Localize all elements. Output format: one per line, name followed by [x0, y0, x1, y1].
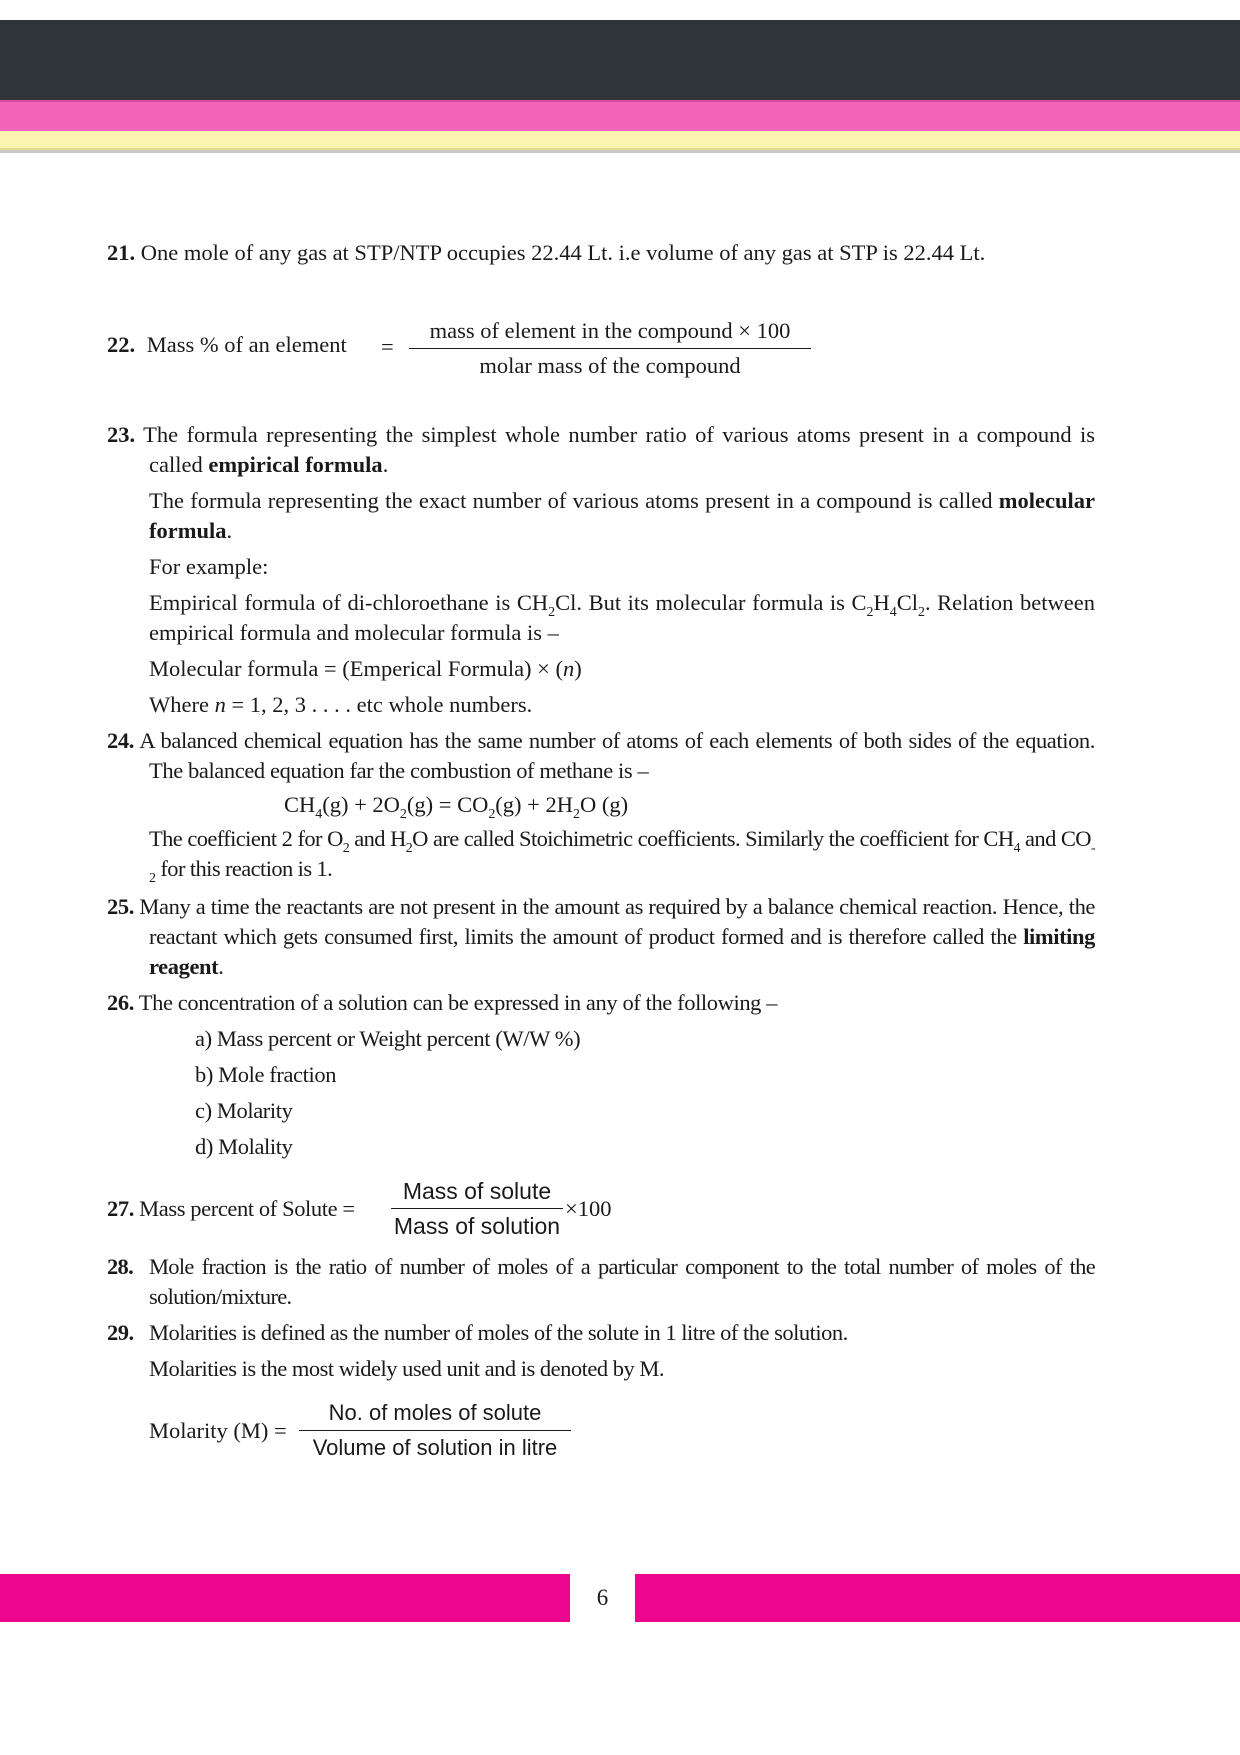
empirical-example: Empirical formula of di-chloroethane is $CH_2Cl$. But its molecular formula is $C_2H_4Cl_2$. Relation between empirical formula and molecular formula is –	[149, 590, 1095, 645]
times-100: ×100	[565, 1196, 612, 1221]
fraction	[299, 1398, 571, 1463]
formula-label: Molarity (M) =	[149, 1418, 287, 1443]
item-text: One mole of any gas at STP/NTP occupies 22.44 Lt. i.e volume of any gas at STP is 22.44 Lt.	[140, 240, 986, 265]
page-number: 6	[596, 1585, 609, 1610]
list-item: d) Molality	[195, 1134, 293, 1159]
item-21	[107, 238, 1095, 268]
equals-sign: =	[381, 334, 394, 359]
item-number: 23.	[107, 422, 136, 447]
item-24	[107, 726, 1096, 887]
header-pink-band	[0, 100, 1240, 128]
coefficient-note: The coefficient 2 for $O_2$ and $H_2O$ are called Stoichimetric coefficients. Similarly the coefficient for $CH_4$ and $CO_{-2}$ for this reaction is 1.	[149, 826, 1095, 887]
item-number: 22.	[107, 332, 136, 357]
item-number: 27.	[107, 1196, 134, 1221]
item-23	[107, 420, 1095, 720]
term-empirical-formula: empirical formula	[208, 452, 383, 477]
item-23-para-2: The formula representing the exact number of various atoms present in a compound is called molecular formula.	[149, 488, 1095, 543]
item-text-2: Molarities is the most widely used unit and is denoted by M.	[149, 1356, 664, 1381]
item-text: Mole fraction is the ratio of number of moles of a particular component to the total number of moles of the solution/mixture.	[149, 1254, 1095, 1309]
list-item: c) Molarity	[195, 1098, 293, 1123]
item-number: 28.	[107, 1254, 134, 1279]
fraction-numerator: Mass of solute	[402, 1178, 552, 1204]
formula-label: Mass % of an element	[146, 332, 347, 357]
footer-band-left	[0, 1574, 570, 1622]
item-24-text: 24. A balanced chemical equation has the same number of atoms of each elements of both sides of the equation. The balanced equation far the combustion of methane is –	[107, 728, 1096, 783]
fraction	[409, 316, 811, 381]
combustion-equation: $CH_4(g) + 2O_2(g) = CO_2(g) + 2H_2O$ (g)	[284, 792, 629, 823]
header-rule	[0, 150, 1240, 153]
item-number: 29.	[107, 1320, 134, 1345]
item-number: 24.	[107, 728, 134, 753]
term-molecular-formula: molecular formula	[149, 488, 1095, 543]
where-line: Where n = 1, 2, 3 . . . . etc whole numbers.	[149, 692, 533, 717]
item-number: 26.	[107, 990, 134, 1015]
item-25: 25. Many a time the reactants are not present in the amount as required by a balance chemical reaction. Hence, the reactant which gets consumed first, limits the amount of product formed and is therefore called the limiting reagent.	[107, 894, 1096, 979]
footer-band-right	[635, 1574, 1240, 1622]
fraction-denominator: molar mass of the compound	[409, 348, 811, 381]
relation-formula: Molecular formula = (Emperical Formula) × (n)	[149, 656, 582, 681]
term-limiting-reagent: limiting reagent	[149, 924, 1095, 979]
item-number: 25.	[107, 894, 134, 919]
item-number: 21.	[107, 240, 136, 265]
fraction-numerator: No. of moles of solute	[328, 1400, 542, 1425]
formula-label: Mass percent of Solute =	[139, 1196, 355, 1221]
item-26: 26. The concentration of a solution can be expressed in any of the following – a) Mass percent or Weight percent (W/W %) b) Mole fraction c) Molarity d) Molality	[107, 988, 1095, 1162]
item-23-para-1: 23. The formula representing the simplest whole number ratio of various atoms present in a compound is called empirical formula.	[107, 422, 1095, 477]
item-27	[107, 1176, 1095, 1246]
fraction	[391, 1176, 563, 1241]
example-heading: For example:	[149, 554, 269, 579]
item-29	[107, 1318, 1095, 1384]
header-dark-band	[0, 20, 1240, 100]
fraction-numerator: mass of element in the compound × 100	[429, 318, 791, 343]
fraction-denominator: Mass of solution	[391, 1208, 563, 1241]
molarity-formula	[149, 1398, 749, 1468]
list-item: b) Mole fraction	[195, 1062, 337, 1087]
item-text: Molarities is defined as the number of moles of the solute in 1 litre of the solution.	[149, 1320, 848, 1345]
item-28	[107, 1252, 1095, 1312]
fraction-denominator: Volume of solution in litre	[299, 1430, 571, 1463]
list-item: a) Mass percent or Weight percent (W/W %)	[195, 1026, 581, 1051]
item-22	[107, 316, 1095, 386]
header-yellow-band	[0, 128, 1240, 150]
